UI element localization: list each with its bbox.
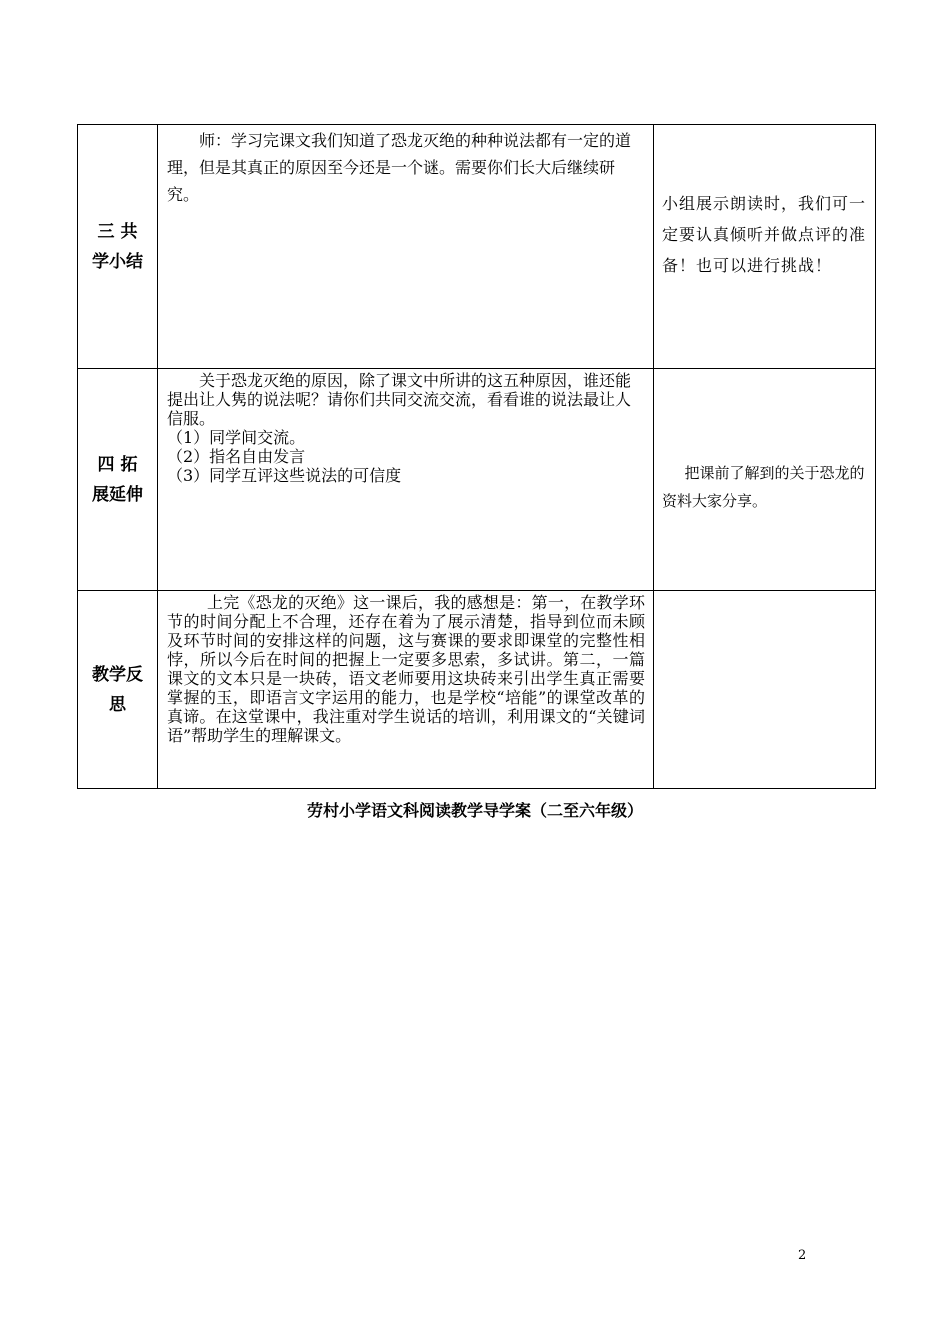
lesson-plan-table	[77, 124, 876, 789]
table-row-reflection	[78, 591, 876, 789]
row-label-line: 三 共	[97, 221, 138, 242]
summary-note: 小组展示朗读时，我们可一定要认真倾听并做点评的准备！也可以进行挑战！	[662, 194, 867, 275]
row-label-line: 教学反	[92, 664, 143, 685]
page-number: 2	[798, 1248, 807, 1263]
reflection-content-cell	[158, 591, 654, 789]
extension-content-cell	[158, 369, 654, 591]
summary-note-cell	[654, 125, 876, 369]
extension-note: 把课前了解到的关于恐龙的资料大家分享。	[662, 464, 865, 510]
row-label-line: 思	[109, 694, 126, 715]
extension-step: （3）同学互评这些说法的可信度	[167, 466, 402, 485]
extension-note-cell	[654, 369, 876, 591]
table-row-extension	[78, 369, 876, 591]
row-label-line: 四 拓	[97, 454, 138, 475]
row-label-line: 展延伸	[92, 484, 143, 505]
summary-paragraph: 师：学习完课文我们知道了恐龙灭绝的种种说法都有一定的道理，但是其真正的原因至今还是一个谜。需要你们长大后继续研究。	[167, 131, 632, 204]
row-label-extension	[78, 369, 158, 591]
row-label-line: 学小结	[92, 251, 143, 272]
extension-step: （2）指名自由发言	[167, 447, 306, 466]
extension-step: （1）同学间交流。	[167, 428, 306, 447]
summary-content-cell	[158, 125, 654, 369]
row-label-summary	[78, 125, 158, 369]
reflection-paragraph: 上完《恐龙的灭绝》这一课后，我的感想是：第一，在教学环节的时间分配上不合理，还存在着为了展示清楚，指导到位而未顾及环节时间的安排这样的问题，这与赛课的要求即课堂的完整性相悖，所以今后在时间的把握上一定要多思索，多试讲。第二，一篇课文的文本只是一块砖，语文老师要用这块砖来引出学生真正需要掌握的玉，即语言文字运用的能力，也是学校“培能”的课堂改革的真谛。在这堂课中，我注重对学生说话的培训，利用课文的“关键词语”帮助学生的理解课文。	[167, 593, 645, 745]
reflection-note-cell	[654, 591, 876, 789]
table-row-summary	[78, 125, 876, 369]
row-label-reflection	[78, 591, 158, 789]
extension-paragraph: 关于恐龙灭绝的原因，除了课文中所讲的这五种原因，谁还能提出让人隽的说法呢？请你们共同交流交流，看看谁的说法最让人信服。	[167, 371, 632, 428]
document-footer-title: 劳村小学语文科阅读教学导学案（二至六年级）	[306, 801, 643, 820]
